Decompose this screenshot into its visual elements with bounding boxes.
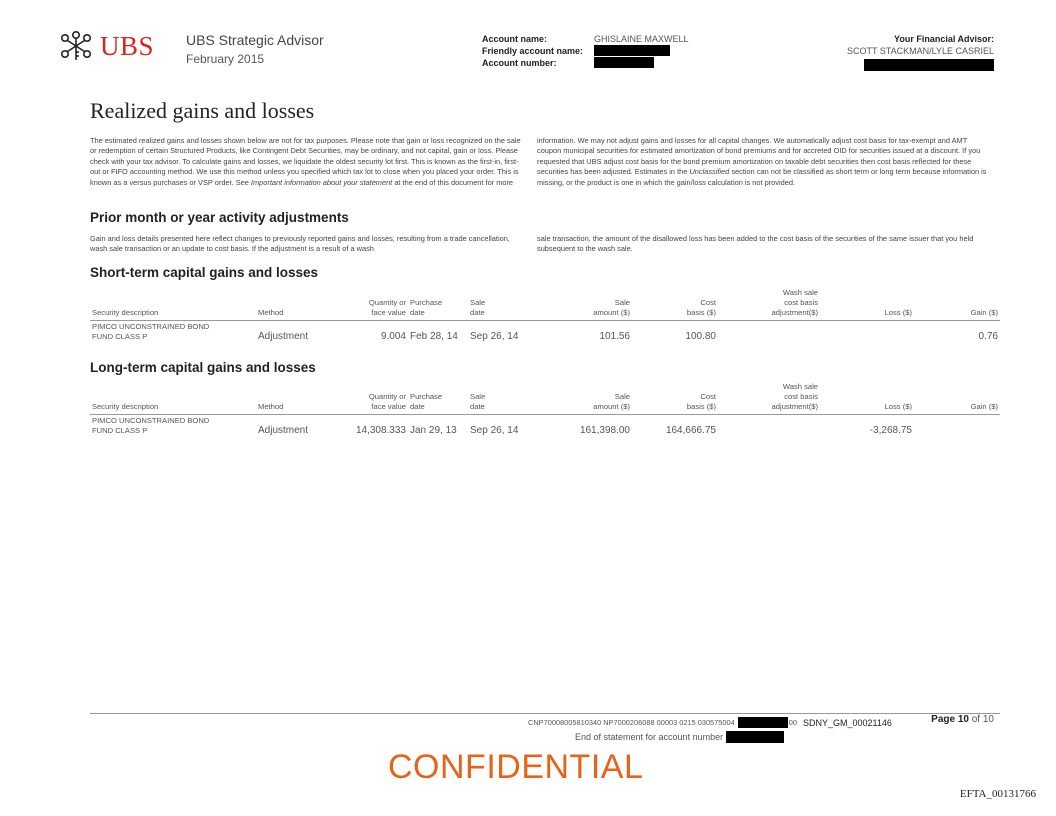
table-row	[90, 321, 1000, 344]
col-quantity: Quantity or face value	[368, 392, 406, 411]
intro-left	[90, 136, 528, 188]
col-quantity: Quantity or face value	[368, 298, 406, 317]
intro-left-text-end: at the end of this document for more	[394, 177, 514, 187]
sale-date: Sep 26, 14	[470, 331, 519, 342]
purchase-date: Jan 29, 13	[410, 425, 457, 436]
intro-right-text: information. We may not adjust gains and losses for all capital changes. We automatically adjust cost basis for tax-exempt and AMT coupon municipal securities for estimated amortization of bond premiums and for accreted OID for securities issued at a discount. If you requested that UBS adjust cost basis for the bond premium amortization on taxable debt securities then cost basis reflected for these securities has been adjusted. Estimates in the	[537, 136, 981, 177]
short-term-table	[90, 288, 1000, 343]
efta-number: EFTA_00131766	[959, 788, 1036, 800]
wash-adjustment	[718, 321, 820, 344]
account-number-label: Account number:	[482, 58, 557, 68]
gain	[914, 415, 1000, 438]
end-text: End of statement for account number	[575, 732, 724, 742]
sale-amount: 101.56	[599, 331, 630, 342]
col-gain: Gain ($)	[970, 402, 998, 411]
account-name-value: GHISLAINE MAXWELL	[594, 34, 689, 44]
wash-adjustment	[718, 415, 820, 438]
security-description: PIMCO UNCONSTRAINED BOND FUND CLASS P	[92, 416, 210, 435]
col-sale-amount: Sale amount ($)	[593, 298, 630, 317]
intro-right	[537, 136, 987, 188]
logo-text: UBS	[100, 30, 155, 61]
redaction-block	[594, 57, 654, 68]
prior-adjustments-heading: Prior month or year activity adjustments	[90, 210, 349, 225]
col-security: Security description	[92, 402, 159, 411]
cost-basis: 164,666.75	[665, 425, 716, 436]
end-of-statement	[575, 731, 784, 743]
prior-right-text: sale transaction, the amount of the disallowed loss has been added to the cost basis of the securities of the same issuer that you held subsequent to the wash sale.	[537, 234, 974, 254]
advisor-names: SCOTT STACKMAN/LYLE CASRIEL	[846, 46, 994, 56]
statement-date: February 2015	[186, 52, 265, 66]
long-term-heading: Long-term capital gains and losses	[90, 360, 316, 375]
cost-basis: 100.80	[685, 331, 716, 342]
col-security: Security description	[92, 308, 159, 317]
redaction-block	[738, 717, 788, 728]
confidential-stamp: CONFIDENTIAL	[388, 748, 644, 786]
quantity: 14,308.333	[355, 425, 406, 436]
prior-left-text: Gain and loss details presented here reflect changes to previously reported gains and losses, resulting from a trade cancellation, wash sale transaction or an update to cost basis. If the adjustment is a result of a wash	[90, 234, 510, 254]
page-indicator	[931, 714, 994, 725]
security-description: PIMCO UNCONSTRAINED BOND FUND CLASS P	[92, 322, 210, 341]
col-loss: Loss ($)	[884, 308, 912, 317]
col-wash-sale: Wash sale cost basis adjustment($)	[771, 288, 818, 317]
short-term-heading: Short-term capital gains and losses	[90, 265, 319, 280]
col-gain: Gain ($)	[970, 308, 998, 317]
loss: -3,268.75	[869, 425, 912, 436]
financial-advisor	[847, 33, 994, 71]
codes-suffix: 00	[788, 718, 797, 727]
table-header-row	[90, 288, 1000, 321]
intro-left-italic: Important information about your statement	[250, 177, 393, 187]
statement-codes: CNP70008005810340 NP7000206088 00003 0215 030575004	[528, 718, 735, 727]
page-title: Realized gains and losses	[90, 98, 315, 123]
page-label: Page	[931, 714, 956, 725]
col-cost-basis: Cost basis ($)	[686, 392, 716, 411]
table-header-row	[90, 382, 1000, 415]
ubs-keys-icon	[58, 30, 94, 62]
redaction-block	[726, 731, 784, 743]
brand-title: UBS Strategic Advisor	[186, 32, 324, 48]
col-sale-date: Sale date	[470, 392, 486, 411]
account-name-label: Account name:	[482, 34, 548, 44]
col-sale-amount: Sale amount ($)	[593, 392, 630, 411]
col-method: Method	[258, 308, 284, 317]
quantity: 9.004	[380, 331, 406, 342]
intro-right-text-end: section can not be classified as short term or long term because information is missing, or the product is one in which the gain/loss calculation is not provided.	[537, 167, 987, 187]
col-sale-date: Sale date	[470, 298, 486, 317]
footer-divider	[90, 713, 1000, 714]
loss	[820, 321, 914, 344]
ubs-logo	[58, 30, 154, 62]
account-info	[482, 33, 689, 69]
purchase-date: Feb 28, 14	[410, 331, 458, 342]
gain: 0.76	[978, 331, 998, 342]
long-term-table	[90, 382, 1000, 437]
col-purchase-date: Purchase date	[410, 392, 443, 411]
redaction-block	[864, 59, 994, 71]
redaction-block	[594, 45, 670, 56]
advisor-label: Your Financial Advisor:	[893, 34, 994, 44]
intro-right-italic: Unclassified	[689, 167, 730, 177]
col-wash-sale: Wash sale cost basis adjustment($)	[771, 382, 818, 411]
method: Adjustment	[258, 425, 309, 436]
page-of: of 10	[971, 714, 994, 725]
intro-left-text: The estimated realized gains and losses shown below are not for tax purposes. Please note that gain or loss recognized on the sale or redemption of certain Structured Products, like Contingent Debt Securities, may be ordinary, and not capital, gain or loss. Please check with your tax advisor. To calculate gains and losses, we liquidate the oldest security lot first. This is known as the first-in, first-out or FIFO accounting method. We use this method unless you specified which tax lot to close when you placed your order. This is known as a versus purchases or VSP order. See	[90, 136, 521, 187]
sale-amount: 161,398.00	[579, 425, 630, 436]
page-number: 10	[957, 714, 969, 725]
friendly-name-label: Friendly account name:	[482, 46, 584, 56]
table-row	[90, 415, 1000, 438]
sale-date: Sep 26, 14	[470, 425, 519, 436]
col-purchase-date: Purchase date	[410, 298, 443, 317]
col-method: Method	[258, 402, 284, 411]
col-cost-basis: Cost basis ($)	[686, 298, 716, 317]
footer-codes	[528, 717, 892, 728]
col-loss: Loss ($)	[884, 402, 912, 411]
bates-number: SDNY_GM_00021146	[802, 717, 892, 728]
method: Adjustment	[258, 331, 309, 342]
